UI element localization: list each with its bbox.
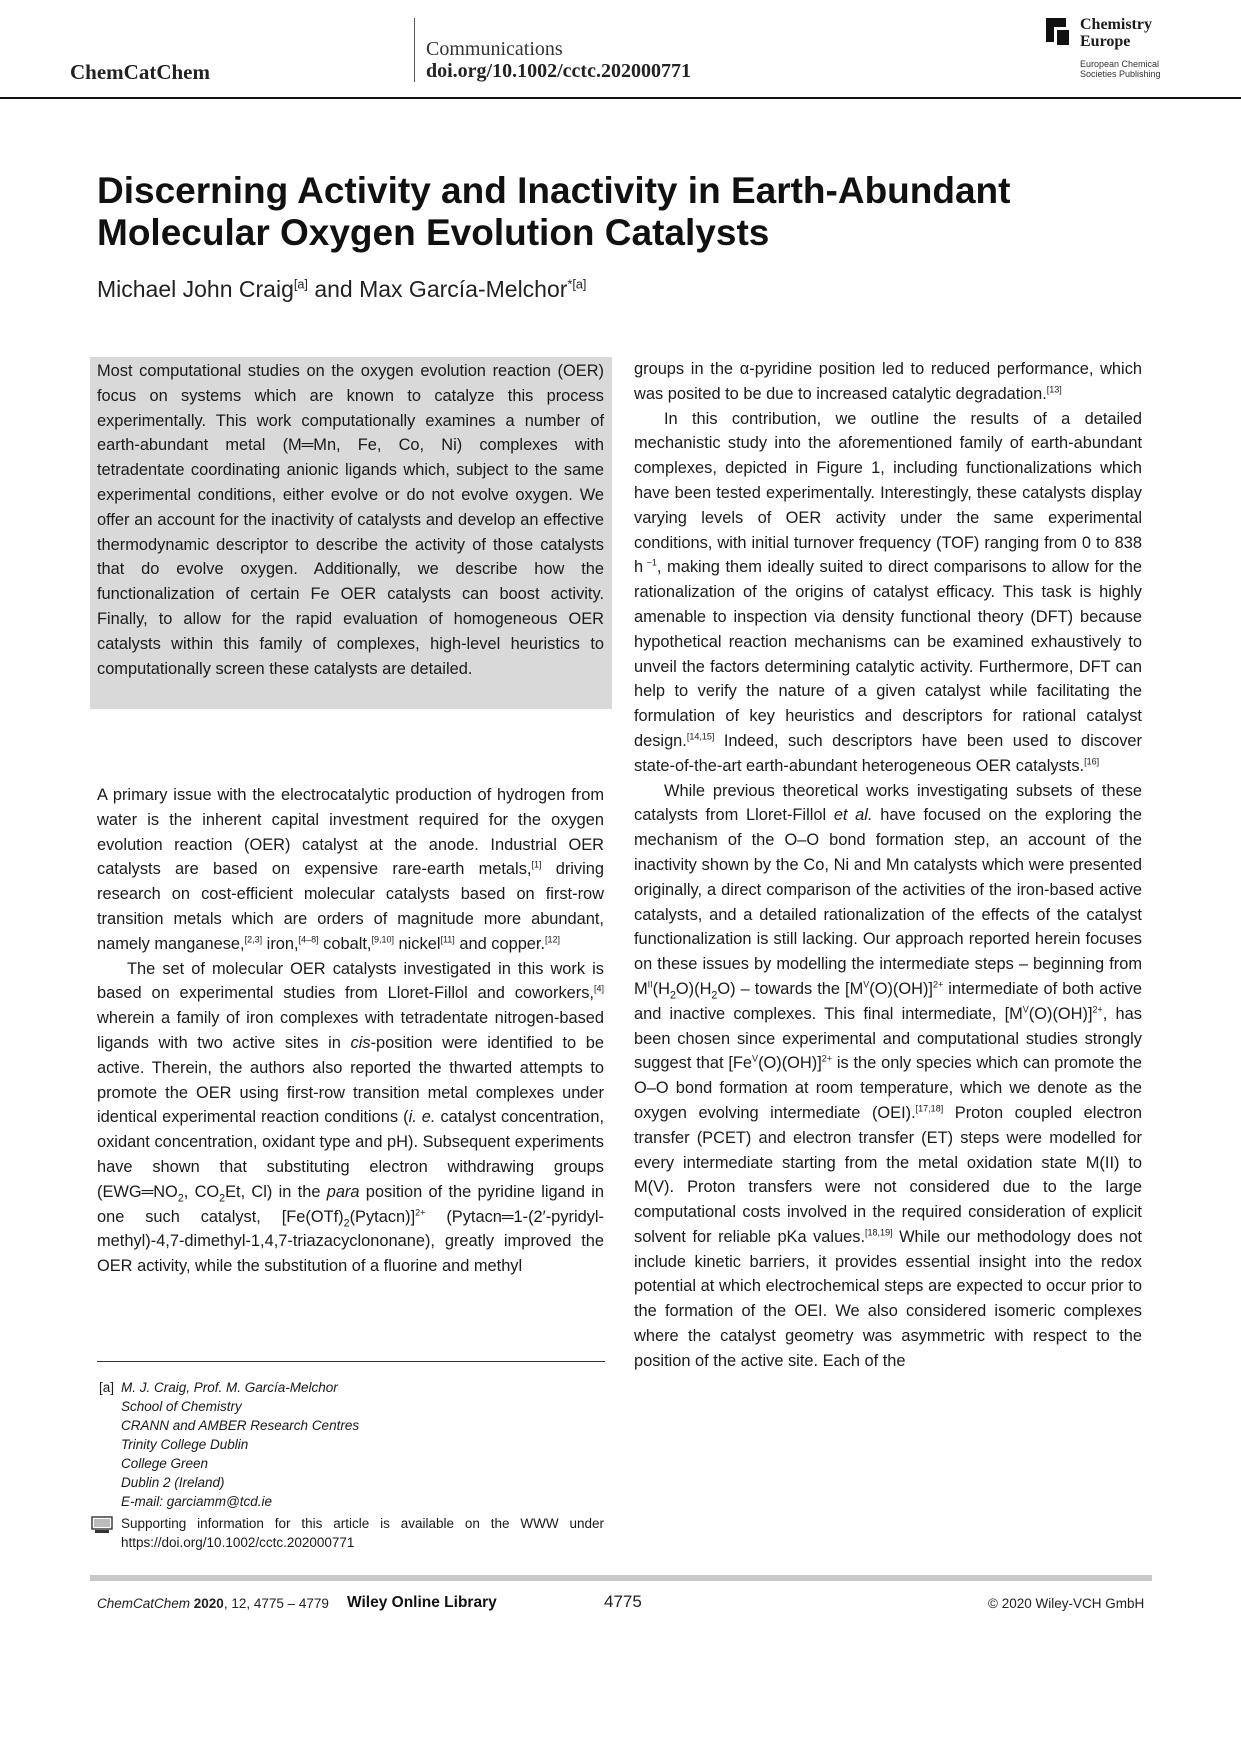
body-paragraph: In this contribution, we outline the results of a detailed mechanistic study into the aforementioned family of earth-abundant complexes, depicted in Figure 1, including functionalizations which have been tested experimentally. Interestingly, these catalysts display varying levels of OER activity under the same experimental conditions, with initial turnover frequency (TOF) ranging from 0 to 838 h $^{-1}$, making them ideally suited to direct comparisons to allow for the rationalization of the origins of catalyst efficacy. This task is highly amenable to inspection via density functional theory (DFT) because hypothetical reaction mechanisms can be examined exhaustively to unveil the factors determining catalytic activity. Furthermore, DFT can help to verify the nature of a given catalyst while facilitating the formulation of key heuristics and descriptors for rational catalyst design.[14,15] Indeed, such descriptors have been used to discover state-of-the-art earth-abundant heterogeneous OER catalysts.[16]: [634, 409, 1142, 775]
computer-monitor-icon: [91, 1516, 113, 1534]
citation[interactable]: [13]: [1046, 384, 1062, 395]
body-paragraph: While previous theoretical works investigating subsets of these catalysts from Lloret-Fillol et al. have focused on the exploring the mechanism of the O–O bond formation step, an account of the inactivity shown by the Co, Ni and Mn catalysts which were presented originally, a direct comparison of the activities of the iron-based active catalysts, and a detailed rationalization of the effects of the catalyst functionalization is still lacking. Our approach reported herein focuses on these issues by modelling the intermediate steps – beginning from $M^{II}(H_2O)(H_2O)$ – towards the $[M^V(O)(OH)]^{2+}$ intermediate of both active and inactive complexes. This final intermediate, $[M^V(O)(OH)]^{2+}$, has been chosen since experimental and computational studies strongly suggest that $[Fe^V(O)(OH)]^{2+}$ is the only species which can promote the O–O bond formation at room temperature, which we denote as the oxygen evolving intermediate (OEI).[17,18] Proton coupled electron transfer (PCET) and electron transfer (ET) steps were modelled for every intermediate starting from the metal oxidation state M(II) to M(V). Proton transfers were not considered due to the large computational costs involved in the required consideration of explicit solvent for reliable pKa values.[18,19] While our methodology does not include kinetic barriers, it provides essential insight into the redox potential at which electrochemical steps are expected to occur prior to the formation of the OEI. We also considered isomeric complexes where the catalyst geometry was asymmetric with respect to the position of the active site. Each of the: [634, 781, 1142, 1370]
abstract-text: Most computational studies on the oxygen evolution reaction (OER) focus on systems which are known to catalyze this process experimentally. This work computationally examines a number of earth-abundant metal (M═Mn, Fe, Co, Ni) complexes with tetradentate coordinating anionic ligands which, subject to the same experimental conditions, either evolve or do not evolve oxygen. We offer an account for the inactivity of catalysts and develop an effective thermodynamic descriptor to describe the activity of those catalysts that do evolve oxygen. Additionally, we describe how the functionalization of certain Fe OER catalysts can boost activity. Finally, to allow for the rapid evaluation of homogeneous OER catalysts within this family of complexes, high-level heuristics to computationally screen these catalysts are detailed.: [97, 362, 604, 678]
chemistry-europe-logo-icon: [1046, 18, 1072, 48]
publisher-subtitle-line2: Societies Publishing: [1080, 69, 1161, 79]
publisher-name-line2: Europe: [1080, 33, 1131, 50]
header-divider: [414, 18, 415, 82]
publisher-name-line1: Chemistry: [1080, 16, 1152, 33]
affiliation-mark: [a]: [572, 277, 587, 292]
citation[interactable]: [2,3]: [244, 934, 263, 945]
supporting-information-note[interactable]: Supporting information for this article is available on the WWW under https://doi.org/10.1002/cctc.202000771: [121, 1516, 604, 1550]
footnote-line: College Green: [121, 1456, 209, 1471]
affiliation-footnote: [121, 1378, 359, 1511]
wiley-online-library-link[interactable]: Wiley Online Library: [347, 1594, 497, 1611]
copyright: © 2020 Wiley-VCH GmbH: [988, 1596, 1145, 1611]
body-paragraph: The set of molecular OER catalysts investigated in this work is based on experimental studies from Lloret-Fillol and coworkers,[4] wherein a family of iron complexes with tetradentate nitrogen-based ligands with two active sites in cis-position were identified to be active. Therein, the authors also reported the thwarted attempts to promote the OER using first-row transition metal complexes under identical experimental reaction conditions (i. e. catalyst concentration, oxidant concentration, oxidant type and pH). Subsequent experiments have shown that substituting electron withdrawing groups ($EWG═NO_2$, $CO_2Et$, Cl) in the para position of the pyridine ligand in one such catalyst, $[Fe(OTf)_2(Pytacn)]^{2+}$ (Pytacn═1-(2′-pyridyl-methyl)-4,7-dimethyl-1,4,7-triazacyclononane), greatly improved the OER activity, while the substitution of a fluorine and methyl: [97, 959, 604, 1276]
body-paragraph: A primary issue with the electrocatalytic production of hydrogen from water is the inherent capital investment required for the oxygen evolution reaction (OER) catalyst at the anode. Industrial OER catalysts are based on expensive rare-earth metals,[1] driving research on cost-efficient molecular catalysts based on first-row transition metals which are orders of magnitude more abundant, namely manganese,[2,3] iron,[4–8] cobalt,[9,10] nickel[11] and copper.[12]: [97, 786, 605, 953]
citation[interactable]: [18,19]: [865, 1227, 893, 1238]
citation[interactable]: [4–8]: [298, 934, 319, 945]
section-label: Communications: [426, 38, 563, 60]
citation[interactable]: [11]: [440, 934, 455, 945]
journal-name: ChemCatChem: [70, 60, 210, 84]
right-column-body: [634, 357, 1142, 1374]
page-number: 4775: [604, 1592, 642, 1611]
footer-rule: [90, 1575, 1152, 1581]
footer-citation: ChemCatChem 2020, 12, 4775 – 4779: [97, 1596, 329, 1611]
article-title: Discerning Activity and Inactivity in Earth-Abundant Molecular Oxygen Evolution Catalysts: [97, 170, 1011, 253]
footnote-line: Trinity College Dublin: [121, 1437, 249, 1452]
footnote-line: School of Chemistry: [121, 1399, 242, 1414]
doi-link[interactable]: doi.org/10.1002/cctc.202000771: [426, 60, 691, 82]
citation[interactable]: [17,18]: [915, 1103, 944, 1114]
citation[interactable]: [4]: [593, 983, 604, 994]
citation[interactable]: [9,10]: [371, 934, 394, 945]
corresponding-author-mark: *: [567, 277, 573, 292]
author-conjunction: and: [307, 276, 360, 302]
footnote-line: CRANN and AMBER Research Centres: [121, 1418, 360, 1433]
footnote-label: [a]: [99, 1380, 115, 1395]
citation[interactable]: [16]: [1084, 756, 1100, 767]
author-line: [97, 276, 586, 303]
footnote-line: M. J. Craig, Prof. M. García-Melchor: [121, 1380, 338, 1395]
footnote-line: Dublin 2 (Ireland): [121, 1475, 225, 1490]
publisher-subtitle-line1: European Chemical: [1080, 59, 1160, 69]
email-link[interactable]: E-mail: garciamm@tcd.ie: [121, 1494, 272, 1509]
author-name: Michael John Craig: [97, 276, 294, 302]
header-rule: [0, 97, 1241, 99]
body-paragraph: groups in the α-pyridine position led to reduced performance, which was posited to be due to increased catalytic degradation.[13]: [634, 360, 1142, 403]
citation[interactable]: [1]: [531, 859, 542, 870]
citation[interactable]: [14,15]: [686, 731, 715, 742]
affiliation-mark: [a]: [293, 277, 308, 292]
author-name: Max García-Melchor: [359, 276, 568, 302]
footnote-rule: [97, 1361, 605, 1362]
left-column-body: [97, 783, 604, 1279]
citation[interactable]: [12]: [545, 934, 561, 945]
